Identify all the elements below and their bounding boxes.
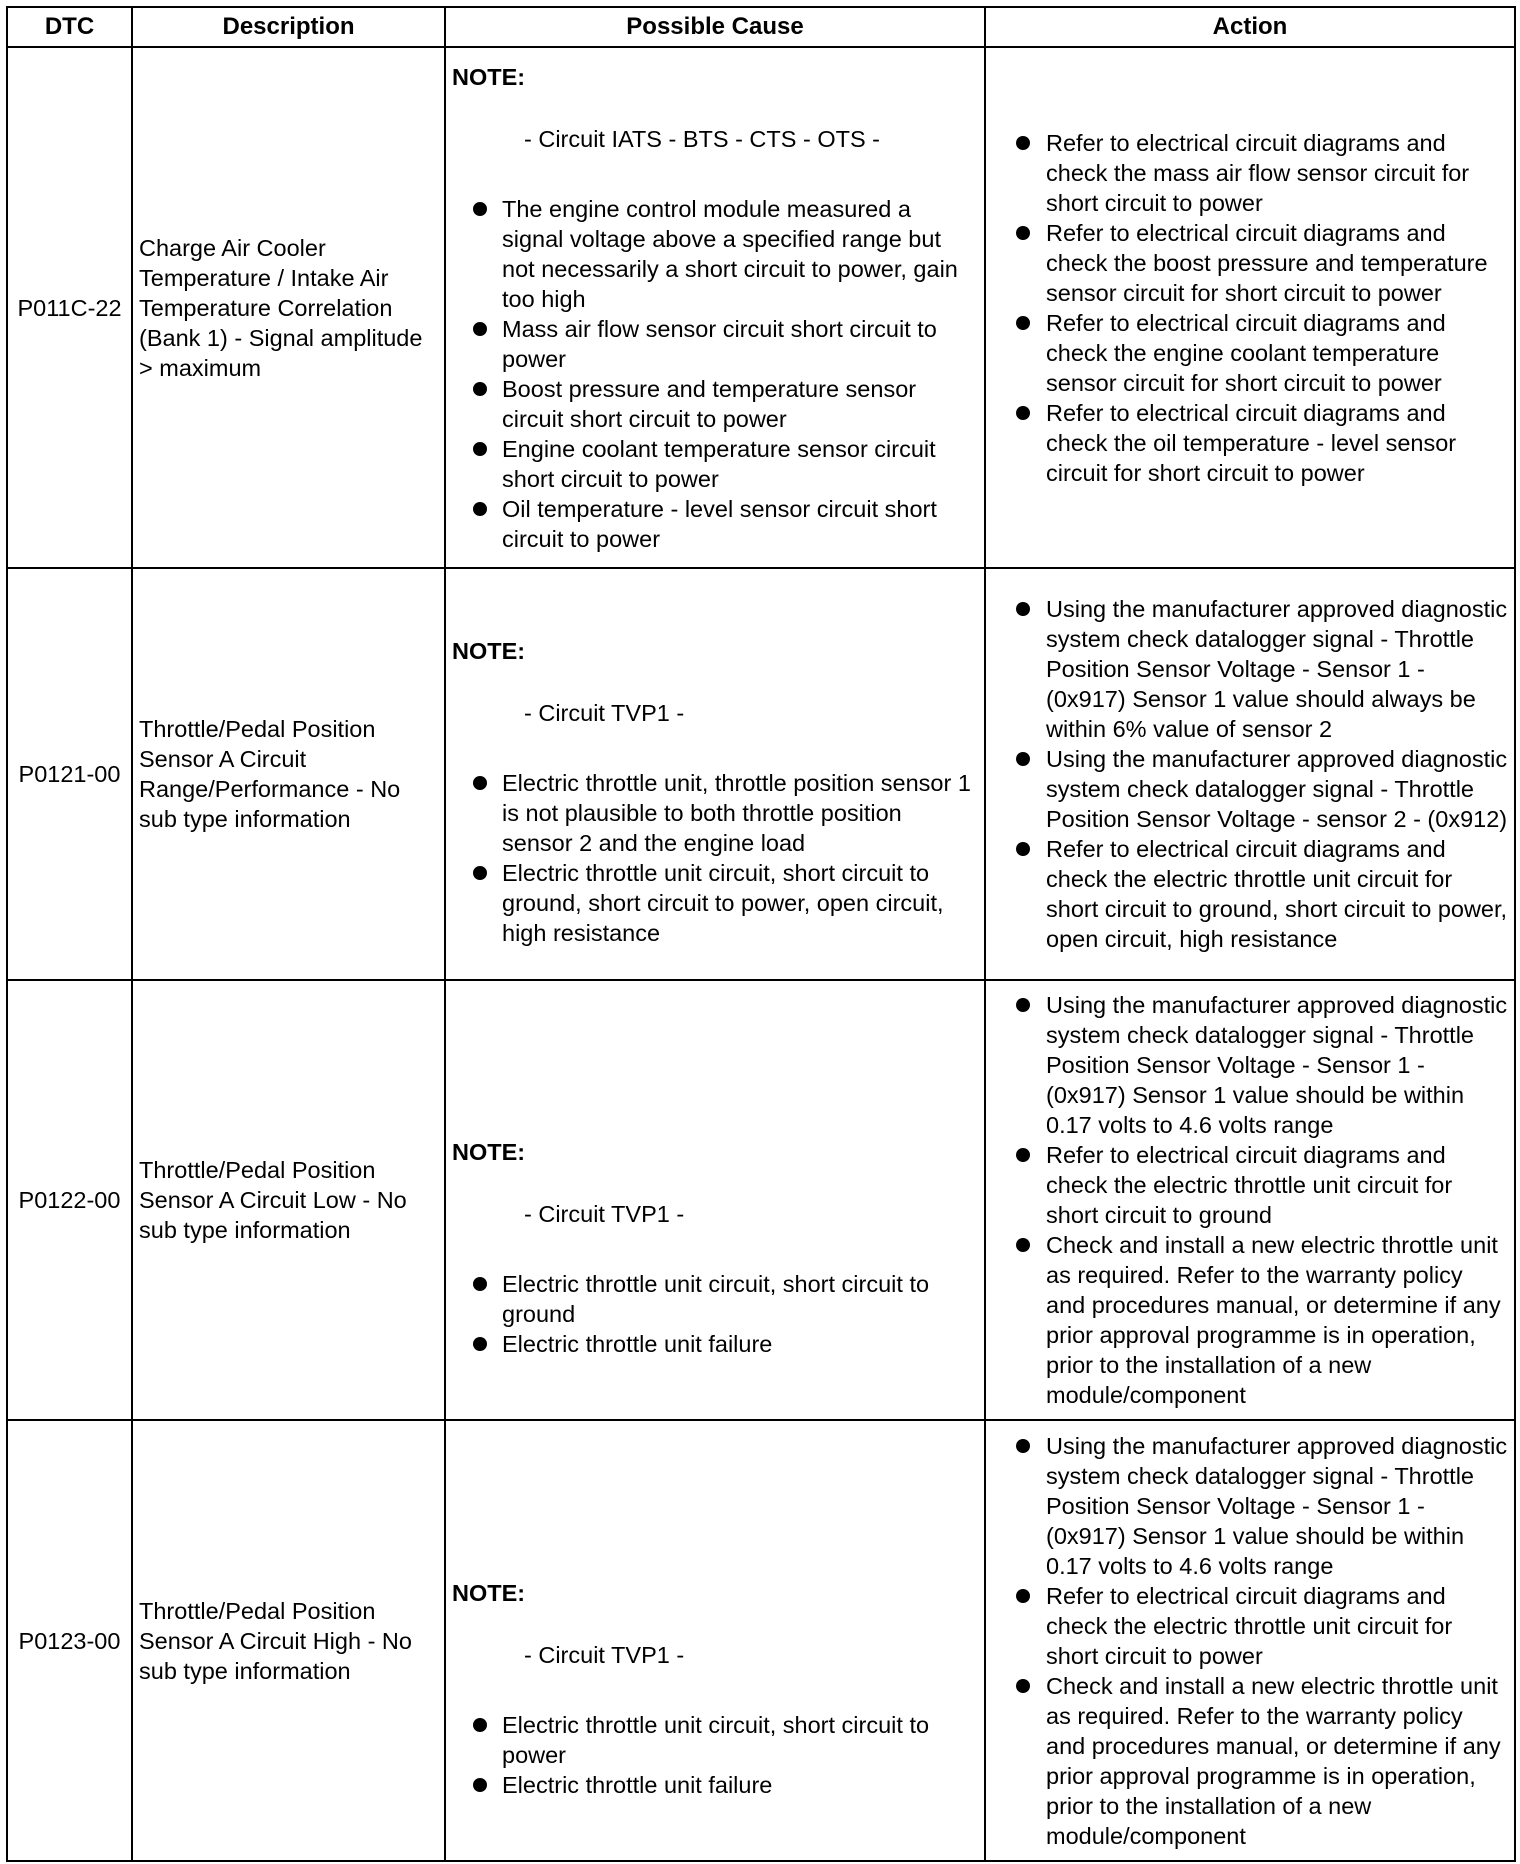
action-text: Refer to electrical circuit diagrams and check the mass air flow sensor circuit for short circuit to power <box>1046 129 1470 216</box>
note-label: NOTE: <box>452 63 526 90</box>
circuit-label: - Circuit IATS - BTS - CTS - OTS - <box>524 125 880 152</box>
list-item <box>452 1770 978 1800</box>
action-text: Refer to electrical circuit diagrams and check the boost pressure and temperature sensor circuit for short circuit to power <box>1046 219 1488 306</box>
bullet-icon <box>1016 1679 1030 1693</box>
note-label: NOTE: <box>452 1579 526 1606</box>
bullet-icon <box>473 866 487 880</box>
circuit-label: - Circuit TVP1 - <box>524 1201 685 1227</box>
bullet-icon <box>473 776 487 790</box>
bullet-icon <box>1016 316 1030 330</box>
table-row <box>7 1420 1515 1861</box>
circuit-label: - Circuit TVP1 - <box>524 700 685 726</box>
cause-text: Electric throttle unit circuit, short circuit to ground <box>502 1271 930 1327</box>
list-item <box>992 128 1508 218</box>
action-text: Check and install a new electric throttle unit as required. Refer to the warranty policy and procedures manual, or determine if any prior approval programme is in operation, prior to the installation of a new module/component <box>1046 1672 1501 1849</box>
list-item <box>992 1140 1508 1230</box>
list-item <box>452 1329 978 1359</box>
action-cell <box>985 47 1515 568</box>
list-item <box>992 218 1508 308</box>
action-text: Check and install a new electric throttle unit as required. Refer to the warranty policy and procedures manual, or determine if any prior approval programme is in operation, prior to the installation of a new module/component <box>1046 1232 1501 1408</box>
bullet-icon <box>1016 752 1030 766</box>
table-row <box>7 980 1515 1420</box>
note-label: NOTE: <box>452 638 526 664</box>
bullet-icon <box>1016 1439 1030 1453</box>
action-text: Refer to electrical circuit diagrams and check the engine coolant temperature sensor circuit for short circuit to power <box>1046 309 1446 396</box>
bullet-icon <box>473 1337 487 1351</box>
cause-text: Electric throttle unit circuit, short circuit to power <box>502 1711 930 1768</box>
cause-text: The engine control module measured a signal voltage above a specified range but not necessarily a short circuit to power, gain too high <box>502 195 958 312</box>
action-list <box>992 990 1508 1410</box>
cause-text: Oil temperature - level sensor circuit short circuit to power <box>502 495 937 552</box>
circuit-label: - Circuit TVP1 - <box>524 1641 685 1668</box>
dtc-code: P0121-00 <box>7 568 132 980</box>
action-list <box>992 128 1508 488</box>
cause-list <box>452 194 978 554</box>
dtc-code: P0123-00 <box>7 1420 132 1861</box>
possible-cause-cell <box>445 47 985 568</box>
list-item <box>992 744 1508 834</box>
list-item <box>992 308 1508 398</box>
table-row <box>7 568 1515 980</box>
action-text: Using the manufacturer approved diagnostic system check datalogger signal - Throttle Position Sensor Voltage - Sensor 1 - (0x917) Sensor 1 value should be within 0.17 volts to 4.6 volts range <box>1046 1432 1508 1579</box>
dtc-table <box>6 6 1516 1862</box>
list-item <box>992 990 1508 1140</box>
table-row <box>7 47 1515 568</box>
dtc-description: Throttle/Pedal Position Sensor A Circuit Range/Performance - No sub type information <box>132 568 445 980</box>
list-item <box>992 594 1508 744</box>
bullet-icon <box>473 202 487 216</box>
bullet-icon <box>1016 842 1030 856</box>
list-item <box>452 1269 978 1329</box>
action-cell <box>985 980 1515 1420</box>
cause-text: Electric throttle unit, throttle position sensor 1 is not plausible to both throttle position sensor 2 and the engine load <box>502 770 971 856</box>
action-list <box>992 594 1508 954</box>
note-label: NOTE: <box>452 1139 526 1165</box>
bullet-icon <box>473 1277 487 1291</box>
action-text: Using the manufacturer approved diagnostic system check datalogger signal - Throttle Position Sensor Voltage - Sensor 1 - (0x917) Sensor 1 value should always be within 6% value of sensor 2 <box>1046 596 1508 742</box>
cause-text: Electric throttle unit failure <box>502 1771 773 1798</box>
list-item <box>452 494 978 554</box>
list-item <box>992 1230 1508 1410</box>
action-list <box>992 1431 1508 1851</box>
header-dtc: DTC <box>7 7 132 47</box>
action-text: Using the manufacturer approved diagnostic system check datalogger signal - Throttle Position Sensor Voltage - sensor 2 - (0x912) <box>1046 746 1508 832</box>
cause-text: Engine coolant temperature sensor circuit short circuit to power <box>502 435 936 492</box>
cause-text: Boost pressure and temperature sensor circuit short circuit to power <box>502 375 917 432</box>
action-cell <box>985 568 1515 980</box>
dtc-code: P0122-00 <box>7 980 132 1420</box>
bullet-icon <box>1016 1238 1030 1252</box>
list-item <box>452 858 978 948</box>
list-item <box>452 374 978 434</box>
possible-cause-cell <box>445 980 985 1420</box>
bullet-icon <box>1016 136 1030 150</box>
header-possible-cause: Possible Cause <box>445 7 985 47</box>
list-item <box>452 194 978 314</box>
action-text: Refer to electrical circuit diagrams and check the electric throttle unit circuit for short circuit to ground <box>1046 1142 1453 1228</box>
bullet-icon <box>1016 226 1030 240</box>
bullet-icon <box>1016 998 1030 1012</box>
list-item <box>452 314 978 374</box>
list-item <box>992 1671 1508 1851</box>
header-row <box>7 7 1515 47</box>
list-item <box>992 398 1508 488</box>
bullet-icon <box>1016 1148 1030 1162</box>
header-description: Description <box>132 7 445 47</box>
cause-list <box>452 768 978 948</box>
dtc-code: P011C-22 <box>7 47 132 568</box>
possible-cause-cell <box>445 568 985 980</box>
list-item <box>452 434 978 494</box>
bullet-icon <box>473 502 487 516</box>
action-text: Refer to electrical circuit diagrams and check the oil temperature - level sensor circuit for short circuit to power <box>1046 399 1457 486</box>
action-cell <box>985 1420 1515 1861</box>
dtc-description: Charge Air Cooler Temperature / Intake Air Temperature Correlation (Bank 1) - Signal amplitude > maximum <box>132 47 445 568</box>
cause-text: Electric throttle unit failure <box>502 1331 773 1357</box>
cause-text: Mass air flow sensor circuit short circuit to power <box>502 315 937 372</box>
list-item <box>452 1710 978 1770</box>
action-text: Using the manufacturer approved diagnostic system check datalogger signal - Throttle Position Sensor Voltage - Sensor 1 - (0x917) Sensor 1 value should be within 0.17 volts to 4.6 volts range <box>1046 992 1508 1138</box>
cause-list <box>452 1269 978 1359</box>
bullet-icon <box>473 1718 487 1732</box>
list-item <box>992 1431 1508 1581</box>
bullet-icon <box>473 322 487 336</box>
cause-text: Electric throttle unit circuit, short circuit to ground, short circuit to power, open circuit, high resistance <box>502 860 944 946</box>
list-item <box>992 834 1508 954</box>
list-item <box>992 1581 1508 1671</box>
bullet-icon <box>1016 602 1030 616</box>
bullet-icon <box>1016 1589 1030 1603</box>
list-item <box>452 768 978 858</box>
bullet-icon <box>1016 406 1030 420</box>
cause-list <box>452 1710 978 1800</box>
bullet-icon <box>473 442 487 456</box>
bullet-icon <box>473 1778 487 1792</box>
header-action: Action <box>985 7 1515 47</box>
action-text: Refer to electrical circuit diagrams and check the electric throttle unit circuit for short circuit to power <box>1046 1582 1453 1669</box>
bullet-icon <box>473 382 487 396</box>
dtc-description: Throttle/Pedal Position Sensor A Circuit High - No sub type information <box>132 1420 445 1861</box>
possible-cause-cell <box>445 1420 985 1861</box>
action-text: Refer to electrical circuit diagrams and check the electric throttle unit circuit for short circuit to ground, short circuit to power, open circuit, high resistance <box>1046 836 1508 952</box>
dtc-description: Throttle/Pedal Position Sensor A Circuit Low - No sub type information <box>132 980 445 1420</box>
